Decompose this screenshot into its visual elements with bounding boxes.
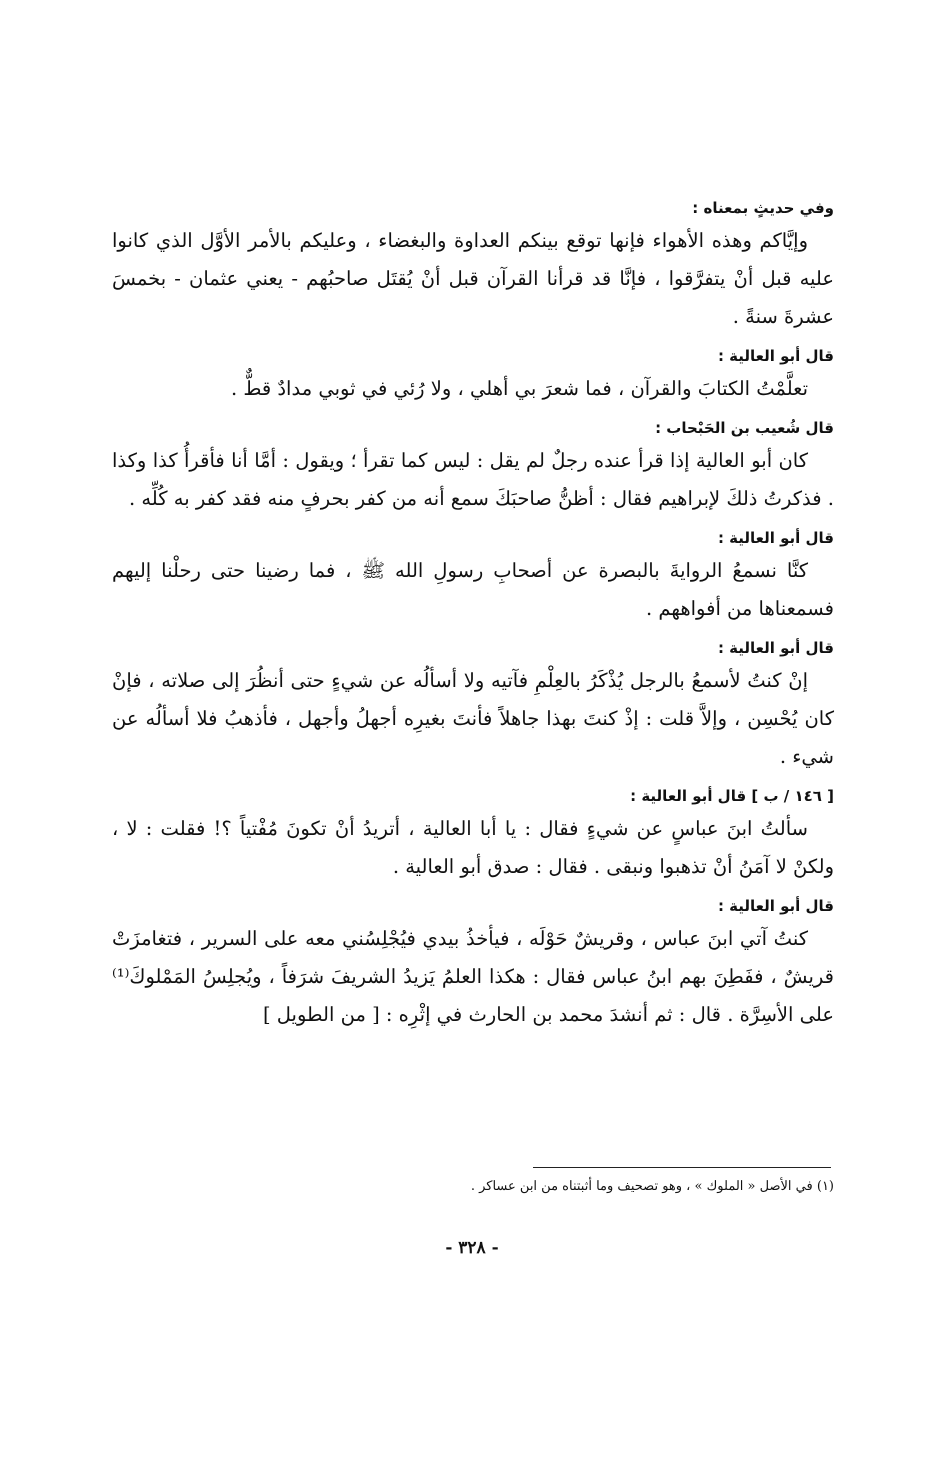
section-heading: وفي حديثٍ بمعناه : <box>692 199 834 217</box>
paragraph <box>112 370 834 408</box>
section-heading: [ ١٤٦ / ب ] قال أبو العالية : <box>630 787 834 805</box>
page-body <box>112 190 834 1042</box>
paragraph-text: وإيَّاكم وهذه الأهواء فإنها توقع بينكم العداوة والبغضاء ، وعليكم بالأمر الأوَّل الذي كانوا عليه قبل أنْ يتفرَّقوا ، فإنَّا قد قرأنا القرآن قبل أنْ يُقتَل صاحبُهم - يعني عثمان - بخمسَ عشرةَ سنةً . <box>112 229 834 328</box>
paragraph <box>112 810 834 886</box>
section-heading: قال شُعيب بن الحَبْحاب : <box>655 419 834 437</box>
footnote: (١) في الأصل « الملوك » ، وهو تصحيف وما أثبتناه من ابن عساكر . <box>470 1179 834 1194</box>
footnote-divider <box>533 1167 831 1168</box>
section-heading: قال أبو العالية : <box>717 347 834 365</box>
paragraph-text: إنْ كنتُ لأسمعُ بالرجل يُذْكَرُ بالعِلْمِ فآتيه ولا أسألُه عن شيءٍ حتى أنظُرَ إلى صلاته ، فإنْ كان يُحْسِن ، وإلاَّ قلت : إذْ كنتَ بهذا جاهلاً فأنتَ بغيرِه أجهلُ وأجهل ، فأذهبُ فلا أسألُه عن شيء . <box>112 669 834 768</box>
paragraph <box>112 662 834 776</box>
paragraph <box>112 920 834 1034</box>
paragraph <box>112 552 834 628</box>
paragraph-text: كنتُ آتي ابنَ عباس ، وقريشٌ حَوْلَه ، فيأخذُ بيدي فيُجْلِسُني معه على السرير ، فتغامزَتْ قريشٌ ، ففَطِنَ بهم ابنُ عباس فقال : هكذا العلمُ يَزيدُ الشريفَ شرَفاً ، ويُجلِسُ المَمْلوكَ⁽¹⁾ على الأسِرَّة . قال : ثم أنشدَ محمد بن الحارث في إثْرِه : [ من الطويل ] <box>112 927 834 1026</box>
paragraph-text: تعلَّمْتُ الكتابَ والقرآن ، فما شعرَ بي أهلي ، ولا رُئي في ثوبي مدادٌ قطٌّ . <box>230 377 808 400</box>
paragraph-text: كنَّا نسمعُ الروايةَ بالبصرة عن أصحابِ رسولِ الله ﷺ ، فما رضينا حتى رحلْنا إليهم فسمعناها من أفواههم . <box>112 559 834 620</box>
page-number: - ٣٢٨ - <box>445 1238 499 1258</box>
paragraph <box>112 222 834 336</box>
paragraph-text: كان أبو العالية إذا قرأ عنده رجلٌ لم يقل : ليس كما تقرأ ؛ ويقول : أمَّا أنا فأقرأُ كذا وكذا . فذكرتُ ذلكَ لإبراهيم فقال : أظنُّ صاحبَكَ سمع أنه من كفر بحرفٍ منه فقد كفر به كُلِّه . <box>112 449 834 510</box>
paragraph <box>112 442 834 518</box>
paragraph-text: سألتُ ابنَ عباسٍ عن شيءٍ فقال : يا أبا العالية ، أتريدُ أنْ تكونَ مُفْتياً ؟! فقلت : لا ، ولكنْ لا آمَنُ أنْ تذهبوا ونبقى . فقال : صدق أبو العالية . <box>112 817 834 878</box>
section-heading: قال أبو العالية : <box>717 639 834 657</box>
section-heading: قال أبو العالية : <box>717 529 834 547</box>
section-heading: قال أبو العالية : <box>717 897 834 915</box>
